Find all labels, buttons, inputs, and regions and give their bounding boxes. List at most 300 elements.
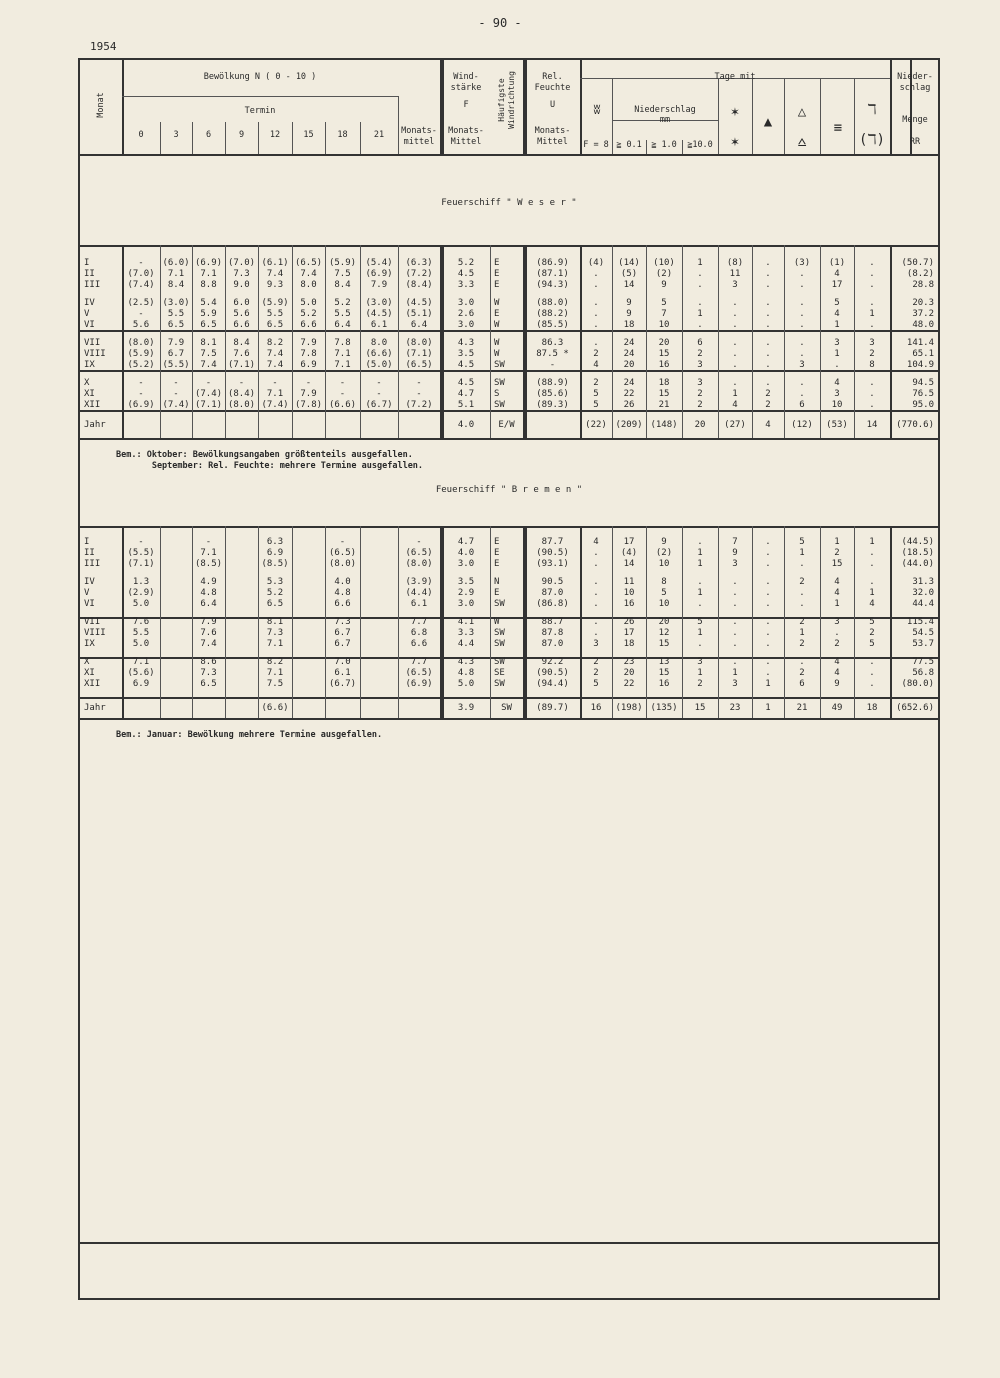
cell-snow: 11 [729, 269, 741, 279]
cell-rel: (85.5) [536, 320, 569, 330]
jahr-n01: (198) [615, 703, 643, 713]
cell-n100: . [697, 320, 703, 330]
hour-header-9: 9 [238, 130, 245, 140]
cell-h15: (6.5) [294, 258, 323, 268]
cell-n10: 16 [658, 679, 670, 689]
thunderstorm-icon: ℸ [867, 102, 877, 118]
page-number: - 90 - [478, 16, 522, 30]
cell-fog: 4 [834, 378, 840, 388]
cell-n10: 9 [661, 280, 667, 290]
cell-rel: (86.9) [536, 258, 569, 268]
cell-mm: 6.6 [410, 639, 428, 649]
cell-n100: 1 [697, 668, 703, 678]
cell-h21: 6.1 [370, 320, 388, 330]
cell-thunder: . [869, 400, 875, 410]
cell-n100: 1 [697, 309, 703, 319]
cell-mm: (6.3) [405, 258, 433, 268]
cell-rr: 32.0 [912, 588, 934, 598]
cell-h3: - [173, 378, 179, 388]
cell-mm: - [416, 389, 422, 399]
cell-h0: - [138, 389, 144, 399]
cell-thunder: . [869, 559, 875, 569]
cell-snow: 1 [732, 389, 738, 399]
cell-thunder: 3 [869, 338, 875, 348]
jahr-fog: (53) [826, 420, 848, 430]
cell-f8: 2 [593, 668, 599, 678]
cell-h15: 6.9 [300, 360, 317, 370]
haeufigste-label: Häufigste [497, 78, 506, 122]
jahr-rel: (89.7) [536, 703, 569, 713]
cell-snow: . [732, 577, 738, 587]
cell-h9: 9.0 [233, 280, 250, 290]
cell-hail: . [765, 537, 771, 547]
cell-hail: . [765, 349, 771, 359]
cell-dir: W [494, 320, 500, 330]
cell-f8: . [593, 599, 599, 609]
cell-n100: 1 [697, 559, 703, 569]
cell-rr: (50.7) [901, 258, 934, 268]
cell-thunder: . [869, 389, 875, 399]
cell-h9: - [238, 378, 245, 388]
cell-thunder: . [869, 657, 875, 667]
cell-h12: 7.1 [266, 668, 284, 678]
cell-h9: 6.0 [233, 298, 250, 308]
month-label: IX [84, 639, 95, 649]
cell-thunder: . [869, 679, 875, 689]
cell-h6: 7.1 [200, 548, 217, 558]
cell-dir: E [494, 309, 500, 319]
rel-u-label: U [549, 100, 556, 110]
cell-f8: (4) [587, 258, 605, 268]
cell-dir: SW [494, 400, 505, 410]
cell-n100: 2 [697, 389, 703, 399]
cell-h6: 5.9 [200, 309, 217, 319]
cell-wind: 4.8 [457, 668, 475, 678]
cell-n100: 3 [697, 657, 703, 667]
cell-dir: W [494, 617, 500, 627]
cell-sleet: . [799, 338, 805, 348]
cell-mm: - [416, 537, 422, 547]
cell-h15: - [305, 378, 312, 388]
termin-header: Termin [244, 106, 276, 116]
cell-wind: 4.7 [457, 537, 475, 547]
cell-h18: 4.8 [334, 588, 351, 598]
column-rule [225, 526, 226, 718]
cell-h18: - [339, 378, 346, 388]
cell-n01: 11 [623, 577, 635, 587]
cell-wind: 2.6 [457, 309, 475, 319]
cell-mm: (7.1) [405, 349, 433, 359]
cell-rr: 65.1 [912, 349, 934, 359]
cell-h12: 8.1 [266, 617, 284, 627]
cell-h6: 6.5 [200, 320, 217, 330]
jahr-thunder: 14 [866, 420, 878, 430]
cell-n01: (4) [620, 548, 638, 558]
cell-wind: 4.0 [457, 548, 475, 558]
cell-h6: 7.6 [200, 628, 217, 638]
cell-fog: 4 [834, 588, 840, 598]
cell-n10: 5 [661, 298, 667, 308]
monat-header: Monat [96, 92, 106, 118]
cell-rel: (90.5) [536, 548, 569, 558]
cell-rel: 86.3 [541, 338, 564, 348]
hour-header-3: 3 [173, 130, 179, 140]
cell-mm: (6.5) [405, 548, 433, 558]
cell-mm: 6.4 [410, 320, 428, 330]
cell-wind: 5.2 [457, 258, 475, 268]
cell-fog: 9 [834, 679, 840, 689]
cell-h6: 6.5 [200, 679, 217, 689]
cell-mm: 7.7 [410, 617, 428, 627]
cell-h18: - [339, 389, 346, 399]
cell-rr: 37.2 [912, 309, 934, 319]
snow-cover-icon: ✶ [730, 134, 740, 150]
cell-n10: 10 [658, 320, 670, 330]
rel-header-1: Rel. [542, 72, 563, 82]
cell-h0: 7.1 [132, 657, 150, 667]
cell-h12: 6.5 [266, 599, 284, 609]
cell-h9: (8.0) [227, 400, 256, 410]
cell-snow: . [732, 349, 738, 359]
column-rule [854, 78, 855, 154]
cell-h12: 7.1 [266, 639, 284, 649]
jahr-thunder: 18 [866, 703, 878, 713]
jahr-n100: 20 [694, 420, 706, 430]
cell-snow: . [732, 360, 738, 370]
jahr-label: Jahr [84, 703, 106, 713]
cell-snow: 7 [732, 537, 738, 547]
jahr-fog: 49 [831, 703, 843, 713]
sleet-icon: △ [797, 104, 807, 120]
cell-rr: (18.5) [901, 548, 934, 558]
cell-wind: 4.3 [457, 338, 475, 348]
cell-hail: 2 [765, 400, 771, 410]
cell-f8: . [593, 628, 599, 638]
cell-h0: (6.9) [127, 400, 155, 410]
cell-h15: (7.8) [294, 400, 323, 410]
cell-h12: 5.5 [266, 309, 284, 319]
wind-header-2: stärke [450, 83, 482, 93]
cell-snow: . [732, 628, 738, 638]
cell-fog: 2 [834, 548, 840, 558]
row-rule [80, 526, 938, 528]
cell-h18: 7.8 [334, 338, 351, 348]
cell-sleet: . [799, 378, 805, 388]
wind-mm-1: Monats- [448, 126, 484, 136]
jahr-h12: (6.6) [261, 703, 289, 713]
cell-wind: 3.3 [457, 280, 475, 290]
cell-n01: 26 [623, 400, 635, 410]
cell-rr: 48.0 [912, 320, 934, 330]
cell-n10: (10) [653, 258, 675, 268]
cell-n100: 1 [697, 588, 703, 598]
cell-mm: 7.7 [410, 657, 428, 667]
weser-title: Feuerschiff " W e s e r " [441, 198, 577, 208]
column-rule [752, 78, 753, 154]
cell-f8: 5 [593, 679, 599, 689]
cell-sleet: 2 [799, 617, 805, 627]
month-label: VI [84, 599, 95, 609]
sleet-cover-icon: ⩟ [797, 134, 807, 150]
cell-h12: 9.3 [266, 280, 284, 290]
cell-rr: (80.0) [901, 679, 934, 689]
thunder-distant-icon: (ℸ) [859, 132, 885, 148]
month-label: X [84, 657, 90, 667]
cell-n100: 2 [697, 349, 703, 359]
cell-rel: 87.0 [541, 588, 564, 598]
cell-mm: (6.5) [405, 360, 433, 370]
cell-sleet: . [799, 309, 805, 319]
cell-h3: 7.9 [167, 338, 185, 348]
cell-h21: 8.0 [370, 338, 388, 348]
cell-f8: . [593, 269, 599, 279]
cell-thunder: . [869, 280, 875, 290]
cell-dir: SW [494, 679, 505, 689]
cell-h6: (7.1) [194, 400, 223, 410]
cell-n10: 8 [661, 577, 667, 587]
cell-rr: 141.4 [906, 338, 934, 348]
cell-h12: (6.1) [261, 258, 289, 268]
cell-sleet: (3) [793, 258, 811, 268]
month-label: III [84, 559, 101, 569]
cell-wind: 3.0 [457, 559, 475, 569]
hour-header-15: 15 [303, 130, 314, 140]
cell-h12: - [272, 378, 278, 388]
cell-sleet: . [799, 269, 805, 279]
cell-h12: (5.9) [261, 298, 289, 308]
cell-h15: 7.9 [300, 338, 317, 348]
cell-h15: 5.2 [300, 309, 317, 319]
cell-n01: 9 [626, 298, 632, 308]
cell-n10: 16 [658, 360, 670, 370]
cell-h21: (4.5) [365, 309, 393, 319]
cell-h0: (7.4) [127, 280, 155, 290]
cell-hail: . [765, 628, 771, 638]
cell-h6: (6.9) [194, 258, 223, 268]
cell-h12: 6.3 [266, 537, 284, 547]
cell-rr: 53.7 [912, 639, 934, 649]
cell-n01: (5) [620, 269, 638, 279]
cell-dir: SW [494, 599, 505, 609]
cell-mm: - [416, 378, 422, 388]
cell-h18: 7.3 [334, 617, 351, 627]
cell-h6: 7.3 [200, 668, 217, 678]
cell-rel: (88.2) [536, 309, 569, 319]
cell-h6: 7.1 [200, 269, 217, 279]
cell-f8: . [593, 588, 599, 598]
month-label: X [84, 378, 90, 388]
cell-h9: 7.3 [233, 269, 250, 279]
cell-h18: (6.7) [328, 679, 357, 689]
cell-hail: . [765, 360, 771, 370]
hour-header-6: 6 [205, 130, 212, 140]
cell-fog: 2 [834, 639, 840, 649]
row-rule [80, 697, 938, 699]
month-label: III [84, 280, 101, 290]
cell-fog: 1 [834, 537, 840, 547]
cell-sleet: . [799, 349, 805, 359]
cell-wind: 3.5 [457, 349, 475, 359]
cell-n01: 17 [623, 628, 635, 638]
cell-mm: 6.1 [410, 599, 428, 609]
cell-h12: 8.2 [266, 657, 284, 667]
row-rule [80, 718, 938, 720]
cell-thunder: 1 [869, 537, 875, 547]
cell-wind: 4.1 [457, 617, 475, 627]
hour-header-0: 0 [138, 130, 144, 140]
cell-fog: 3 [834, 617, 840, 627]
cell-h18: 7.5 [334, 269, 351, 279]
cell-snow: . [732, 588, 738, 598]
cell-wind: 2.9 [457, 588, 475, 598]
cell-hail: . [765, 269, 771, 279]
cell-h3: 5.5 [167, 309, 185, 319]
cell-f8: . [593, 298, 599, 308]
cell-rel: 92.2 [541, 657, 564, 667]
cell-dir: SW [494, 657, 505, 667]
cell-thunder: 5 [869, 617, 875, 627]
cell-fog: . [834, 628, 840, 638]
cell-thunder: . [869, 298, 875, 308]
cell-h15: 5.0 [300, 298, 317, 308]
cell-dir: E [494, 258, 500, 268]
cell-rel: (88.0) [536, 298, 569, 308]
jahr-sleet: (12) [791, 420, 813, 430]
cell-fog: 5 [834, 298, 840, 308]
cell-mm: (8.4) [405, 280, 433, 290]
year-label: 1954 [90, 40, 117, 53]
weser-note-2: September: Rel. Feuchte: mehrere Termine ausgefallen. [116, 461, 424, 471]
cell-h21: 7.9 [370, 280, 388, 290]
cell-n01: 17 [623, 537, 635, 547]
cell-h0: - [138, 309, 144, 319]
cell-h12: 5.3 [266, 577, 284, 587]
cell-n100: 3 [697, 378, 703, 388]
month-label: IV [84, 577, 95, 587]
rel-header-2: Feuchte [534, 83, 571, 93]
jahr-sleet: 21 [796, 703, 808, 713]
cell-hail: . [765, 298, 771, 308]
jahr-label: Jahr [84, 420, 106, 430]
cell-n10: 9 [661, 537, 667, 547]
cell-wind: 4.5 [457, 269, 475, 279]
cell-n01: 20 [623, 668, 635, 678]
cell-h12: (7.4) [261, 400, 289, 410]
cell-n100: 1 [697, 548, 703, 558]
month-label: XI [84, 389, 95, 399]
cell-rel: (94.3) [536, 280, 569, 290]
cell-wind: 4.3 [457, 657, 475, 667]
cell-h6: 8.6 [200, 657, 217, 667]
bremen-title: Feuerschiff " B r e m e n " [435, 485, 583, 495]
cell-thunder: . [869, 378, 875, 388]
cell-mm: (8.0) [405, 559, 433, 569]
cell-h12: 6.5 [266, 320, 284, 330]
cell-h15: 6.6 [300, 320, 317, 330]
jahr-n01: (209) [615, 420, 643, 430]
column-rule [360, 526, 361, 718]
column-rule [718, 78, 719, 154]
cell-h21: (5.4) [365, 258, 393, 268]
cell-mm: (7.2) [405, 400, 433, 410]
cell-h3: 6.5 [167, 320, 185, 330]
cell-sleet: . [799, 599, 805, 609]
cell-thunder: . [869, 577, 875, 587]
bewoelkung-header: Bewölkung N ( 0 - 10 ) [203, 72, 317, 82]
month-label: VIII [84, 349, 106, 359]
column-rule [820, 78, 821, 154]
cell-h0: 1.3 [132, 577, 150, 587]
month-label: VII [84, 338, 101, 348]
month-label: IV [84, 298, 95, 308]
cell-rel: (85.6) [536, 389, 569, 399]
cell-n100: 5 [697, 617, 703, 627]
cell-h6: 7.9 [200, 617, 217, 627]
jahr-snow: 23 [729, 703, 741, 713]
cell-f8: . [593, 309, 599, 319]
cell-hail: . [765, 639, 771, 649]
cell-sleet: . [799, 657, 805, 667]
cell-h18: 4.0 [334, 577, 351, 587]
cell-fog: 15 [831, 559, 843, 569]
haeufigste-windrichtung-header [497, 65, 517, 135]
cell-dir: SE [494, 668, 505, 678]
row-rule [80, 1242, 938, 1244]
cell-rel: - [549, 360, 556, 370]
column-rule [784, 78, 785, 154]
cell-f8: . [593, 559, 599, 569]
cell-h12: 7.1 [266, 389, 284, 399]
cell-hail: . [765, 559, 771, 569]
cell-fog: 4 [834, 577, 840, 587]
cell-rr: 56.8 [912, 668, 934, 678]
cell-thunder: . [869, 320, 875, 330]
jahr-f8: (22) [585, 420, 607, 430]
cell-n10: 5 [661, 588, 667, 598]
cell-h3: 6.7 [167, 349, 185, 359]
cell-f8: 2 [593, 378, 599, 388]
cell-h12: (8.5) [261, 559, 289, 569]
cell-h0: (7.1) [127, 559, 155, 569]
cell-mm: (6.9) [405, 679, 433, 689]
cell-snow: 3 [732, 280, 738, 290]
cell-h0: 5.6 [132, 320, 150, 330]
cell-h21: (5.0) [365, 360, 393, 370]
cell-rel: 87.8 [541, 628, 564, 638]
cell-fog: 4 [834, 269, 840, 279]
month-label: VI [84, 320, 95, 330]
cell-sleet: 2 [799, 577, 805, 587]
cell-h0: (7.0) [127, 269, 155, 279]
cell-n01: 14 [623, 280, 635, 290]
cell-n100: . [697, 537, 703, 547]
cell-n01: 24 [623, 338, 635, 348]
cell-h6: (7.4) [194, 389, 223, 399]
cell-h12: 7.3 [266, 628, 284, 638]
cell-fog: . [834, 360, 840, 370]
cell-rel: (94.4) [536, 679, 569, 689]
cell-fog: 4 [834, 668, 840, 678]
cell-dir: E [494, 280, 500, 290]
cell-h0: - [138, 258, 144, 268]
cell-snow: (8) [726, 258, 744, 268]
cell-fog: (1) [828, 258, 846, 268]
month-label: II [84, 548, 95, 558]
cell-hail: . [765, 548, 771, 558]
cell-n100: 2 [697, 679, 703, 689]
cell-f8: . [593, 280, 599, 290]
cell-h9: 8.4 [233, 338, 250, 348]
